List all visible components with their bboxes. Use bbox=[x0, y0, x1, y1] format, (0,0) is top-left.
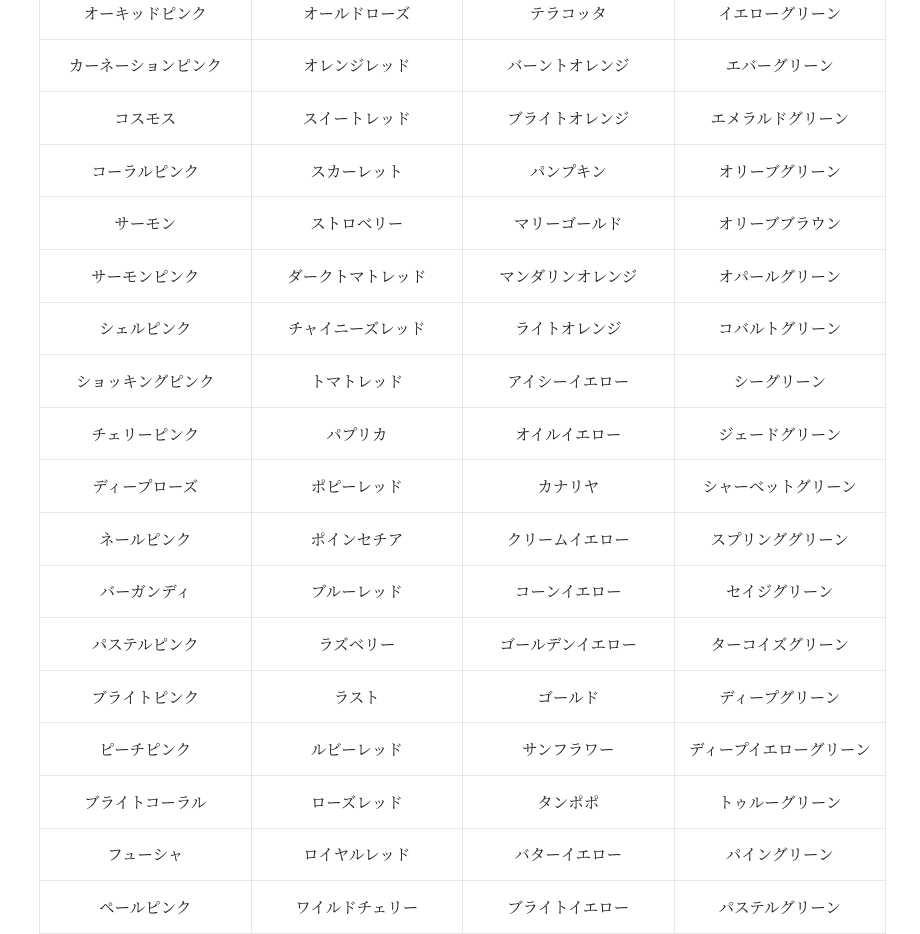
table-row bbox=[40, 460, 886, 513]
color-name-cell: チェリーピンク bbox=[40, 407, 252, 460]
color-name-cell: ジェードグリーン bbox=[674, 407, 886, 460]
table-row bbox=[40, 775, 886, 828]
color-name-cell: ゴールデンイエロー bbox=[463, 618, 675, 671]
color-name-cell: スプリンググリーン bbox=[674, 512, 886, 565]
color-name-cell: ピーチピンク bbox=[40, 723, 252, 776]
color-name-cell: オリーブグリーン bbox=[674, 144, 886, 197]
color-name-cell: ポインセチア bbox=[251, 512, 463, 565]
color-name-cell: シェルピンク bbox=[40, 302, 252, 355]
color-name-cell: ブライトオレンジ bbox=[463, 92, 675, 145]
color-name-cell: シーグリーン bbox=[674, 355, 886, 408]
color-name-cell: パイングリーン bbox=[674, 828, 886, 881]
color-name-cell: マリーゴールド bbox=[463, 197, 675, 250]
color-table-body bbox=[40, 0, 886, 933]
table-row bbox=[40, 355, 886, 408]
color-name-cell: サンフラワー bbox=[463, 723, 675, 776]
color-name-cell: コーラルピンク bbox=[40, 144, 252, 197]
table-row bbox=[40, 565, 886, 618]
color-name-cell: ワイルドチェリー bbox=[251, 881, 463, 934]
table-row bbox=[40, 197, 886, 250]
table-row bbox=[40, 144, 886, 197]
color-name-cell: オレンジレッド bbox=[251, 39, 463, 92]
color-name-cell: ストロベリー bbox=[251, 197, 463, 250]
color-name-cell: ブライトピンク bbox=[40, 670, 252, 723]
color-name-cell: コーンイエロー bbox=[463, 565, 675, 618]
color-name-cell: バーントオレンジ bbox=[463, 39, 675, 92]
color-name-cell: オーキッドピンク bbox=[40, 0, 252, 39]
color-name-cell: スイートレッド bbox=[251, 92, 463, 145]
color-name-cell: ダークトマトレッド bbox=[251, 249, 463, 302]
color-name-cell: ターコイズグリーン bbox=[674, 618, 886, 671]
color-name-cell: ルビーレッド bbox=[251, 723, 463, 776]
color-name-cell: オールドローズ bbox=[251, 0, 463, 39]
color-name-cell: テラコッタ bbox=[463, 0, 675, 39]
color-name-cell: チャイニーズレッド bbox=[251, 302, 463, 355]
color-name-cell: ネールピンク bbox=[40, 512, 252, 565]
color-name-cell: パンプキン bbox=[463, 144, 675, 197]
table-row bbox=[40, 723, 886, 776]
color-name-cell: マンダリンオレンジ bbox=[463, 249, 675, 302]
color-name-cell: イエローグリーン bbox=[674, 0, 886, 39]
table-row bbox=[40, 670, 886, 723]
color-name-cell: セイジグリーン bbox=[674, 565, 886, 618]
color-name-cell: ローズレッド bbox=[251, 775, 463, 828]
color-name-cell: パステルピンク bbox=[40, 618, 252, 671]
color-name-cell: ゴールド bbox=[463, 670, 675, 723]
color-name-cell: スカーレット bbox=[251, 144, 463, 197]
table-row bbox=[40, 92, 886, 145]
color-name-cell: トマトレッド bbox=[251, 355, 463, 408]
color-name-cell: サーモンピンク bbox=[40, 249, 252, 302]
table-row bbox=[40, 407, 886, 460]
color-name-cell: エバーグリーン bbox=[674, 39, 886, 92]
color-name-cell: ディープローズ bbox=[40, 460, 252, 513]
color-name-table bbox=[39, 0, 886, 934]
table-row bbox=[40, 302, 886, 355]
color-name-cell: トゥルーグリーン bbox=[674, 775, 886, 828]
color-name-cell: ブライトコーラル bbox=[40, 775, 252, 828]
color-name-cell: ペールピンク bbox=[40, 881, 252, 934]
color-name-cell: バターイエロー bbox=[463, 828, 675, 881]
color-name-cell: カーネーションピンク bbox=[40, 39, 252, 92]
color-name-cell: ポピーレッド bbox=[251, 460, 463, 513]
color-name-cell: ショッキングピンク bbox=[40, 355, 252, 408]
table-row bbox=[40, 618, 886, 671]
color-name-cell: タンポポ bbox=[463, 775, 675, 828]
color-name-cell: コバルトグリーン bbox=[674, 302, 886, 355]
color-name-cell: オイルイエロー bbox=[463, 407, 675, 460]
table-row bbox=[40, 881, 886, 934]
color-name-cell: アイシーイエロー bbox=[463, 355, 675, 408]
color-name-cell: パステルグリーン bbox=[674, 881, 886, 934]
color-name-cell: コスモス bbox=[40, 92, 252, 145]
color-name-cell: ブライトイエロー bbox=[463, 881, 675, 934]
table-row bbox=[40, 39, 886, 92]
color-name-cell: シャーベットグリーン bbox=[674, 460, 886, 513]
color-name-cell: オリーブブラウン bbox=[674, 197, 886, 250]
color-name-cell: サーモン bbox=[40, 197, 252, 250]
color-name-cell: エメラルドグリーン bbox=[674, 92, 886, 145]
table-row bbox=[40, 512, 886, 565]
color-name-cell: カナリヤ bbox=[463, 460, 675, 513]
table-row bbox=[40, 0, 886, 39]
color-name-cell: バーガンディ bbox=[40, 565, 252, 618]
table-row bbox=[40, 828, 886, 881]
color-name-cell: パプリカ bbox=[251, 407, 463, 460]
color-name-cell: クリームイエロー bbox=[463, 512, 675, 565]
color-name-cell: オパールグリーン bbox=[674, 249, 886, 302]
color-name-cell: ロイヤルレッド bbox=[251, 828, 463, 881]
table-row bbox=[40, 249, 886, 302]
color-name-cell: ディープイエローグリーン bbox=[674, 723, 886, 776]
color-name-cell: ライトオレンジ bbox=[463, 302, 675, 355]
color-name-cell: フューシャ bbox=[40, 828, 252, 881]
color-name-cell: ラズベリー bbox=[251, 618, 463, 671]
color-name-cell: ブルーレッド bbox=[251, 565, 463, 618]
color-name-cell: ディープグリーン bbox=[674, 670, 886, 723]
color-name-cell: ラスト bbox=[251, 670, 463, 723]
